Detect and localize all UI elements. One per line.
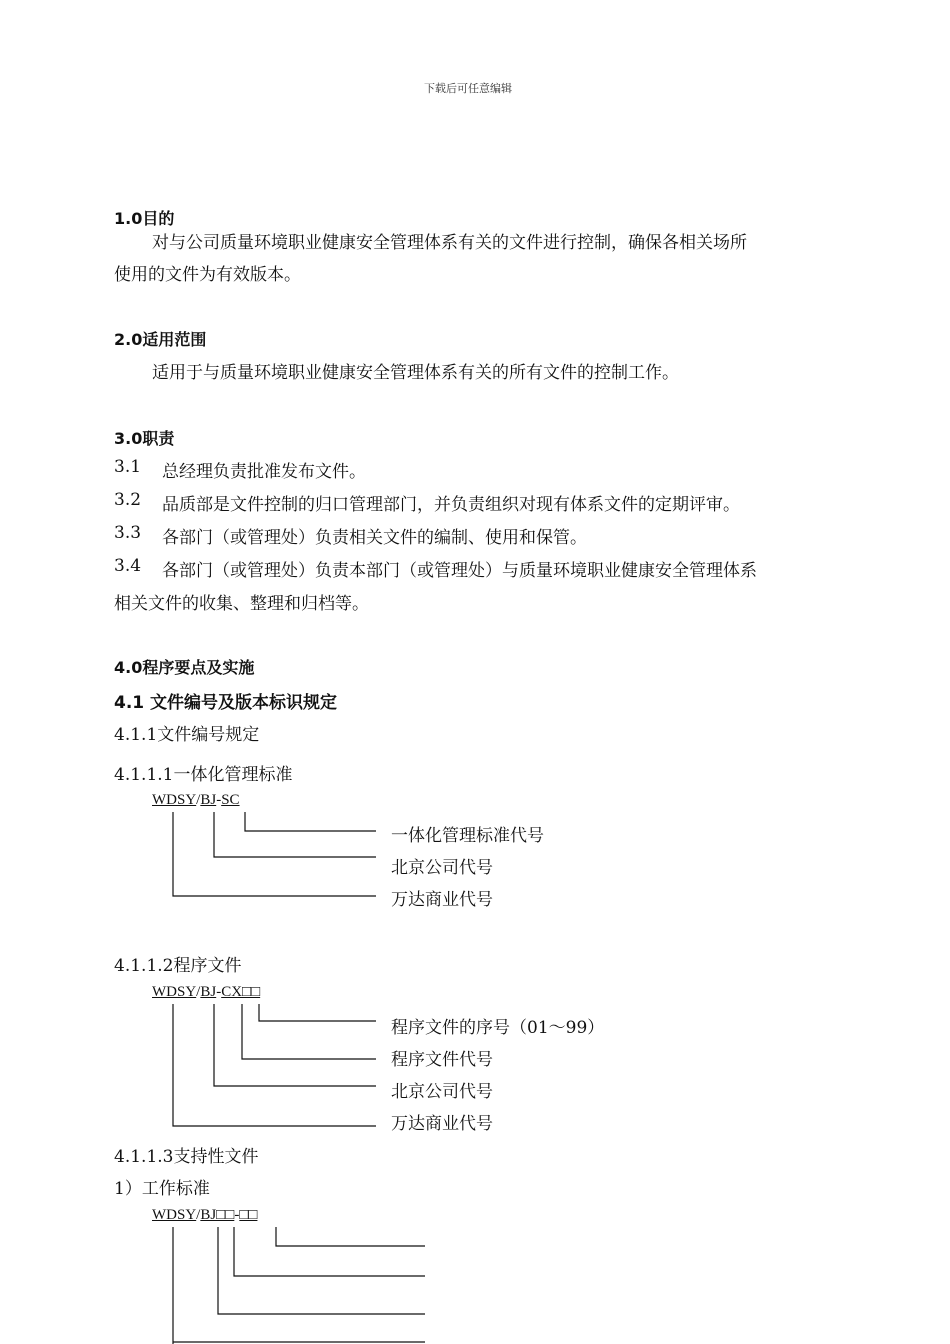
diagram-1-label: 万达商业代号 <box>391 890 493 910</box>
code-part-type: SC <box>221 792 240 808</box>
code-part-type: □□ <box>239 1207 258 1223</box>
section-1-text-line1: 对与公司质量环境职业健康安全管理体系有关的文件进行控制，确保各相关场所 <box>152 233 747 253</box>
code-slash: / <box>196 1207 201 1223</box>
code-part-branch: BJ <box>200 792 217 808</box>
connector-line <box>218 1227 425 1314</box>
duty-item-text-cont: 相关文件的收集、整理和归档等。 <box>114 594 369 614</box>
code-part-company: WDSY <box>152 792 197 808</box>
diagram-3-subtitle: 1）工作标准 <box>114 1179 210 1199</box>
diagram-2-title: 4.1.1.2程序文件 <box>114 956 242 976</box>
duty-item-num: 3.3 <box>114 523 142 543</box>
duty-item-text: 各部门（或管理处）负责本部门（或管理处）与质量环境职业健康安全管理体系 <box>162 561 757 581</box>
code-part-branch: BJ <box>200 984 217 1000</box>
connector-line <box>214 1004 376 1086</box>
code-part-branch: BJ□□ <box>200 1207 235 1223</box>
diagram-2-label: 程序文件的序号（01～99） <box>391 1018 605 1038</box>
connector-line <box>214 812 376 857</box>
subsection-4-1-1-title: 4.1.1文件编号规定 <box>114 725 260 745</box>
connector-line <box>245 812 376 831</box>
diagram-3-title: 4.1.1.3支持性文件 <box>114 1147 259 1167</box>
section-1-title: 1.0目的 <box>114 209 175 228</box>
duty-item-text: 总经理负责批准发布文件。 <box>162 462 366 482</box>
duty-item-num: 3.4 <box>114 556 142 576</box>
connector-line <box>173 812 376 896</box>
code-dash: - <box>216 984 222 1000</box>
duty-item-num: 3.1 <box>114 457 142 477</box>
subsection-4-1-title: 4.1 文件编号及版本标识规定 <box>114 693 338 713</box>
section-4-title: 4.0程序要点及实施 <box>114 658 255 677</box>
duty-item-text: 各部门（或管理处）负责相关文件的编制、使用和保管。 <box>162 528 587 548</box>
code-dash: - <box>216 792 222 808</box>
diagram-1-label: 北京公司代号 <box>391 858 493 878</box>
section-2-title: 2.0适用范围 <box>114 330 207 349</box>
code-part-company: WDSY <box>152 984 197 1000</box>
diagram-2-label: 北京公司代号 <box>391 1082 493 1102</box>
code-part-company: WDSY <box>152 1207 197 1223</box>
section-1-text-line2: 使用的文件为有效版本。 <box>114 265 301 285</box>
code-part-type: CX□□ <box>221 984 261 1000</box>
diagram-2-label: 万达商业代号 <box>391 1114 493 1134</box>
connector-line <box>276 1227 425 1246</box>
connector-line <box>173 1004 376 1126</box>
code-slash: / <box>196 984 201 1000</box>
diagram-2-label: 程序文件代号 <box>391 1050 493 1070</box>
code-slash: / <box>196 792 201 808</box>
section-3-title: 3.0职责 <box>114 429 175 448</box>
connector-line <box>234 1227 425 1276</box>
duty-item-text: 品质部是文件控制的归口管理部门，并负责组织对现有体系文件的定期评审。 <box>162 495 740 515</box>
diagram-1-label: 一体化管理标准代号 <box>391 826 544 846</box>
section-2-text: 适用于与质量环境职业健康安全管理体系有关的所有文件的控制工作。 <box>152 363 679 383</box>
connector-line <box>259 1004 376 1021</box>
diagram-1-title: 4.1.1.1一体化管理标准 <box>114 765 293 785</box>
connector-line <box>242 1004 376 1059</box>
code-dash: - <box>234 1207 240 1223</box>
page-header: 下载后可任意编辑 <box>424 82 512 95</box>
duty-item-num: 3.2 <box>114 490 142 510</box>
